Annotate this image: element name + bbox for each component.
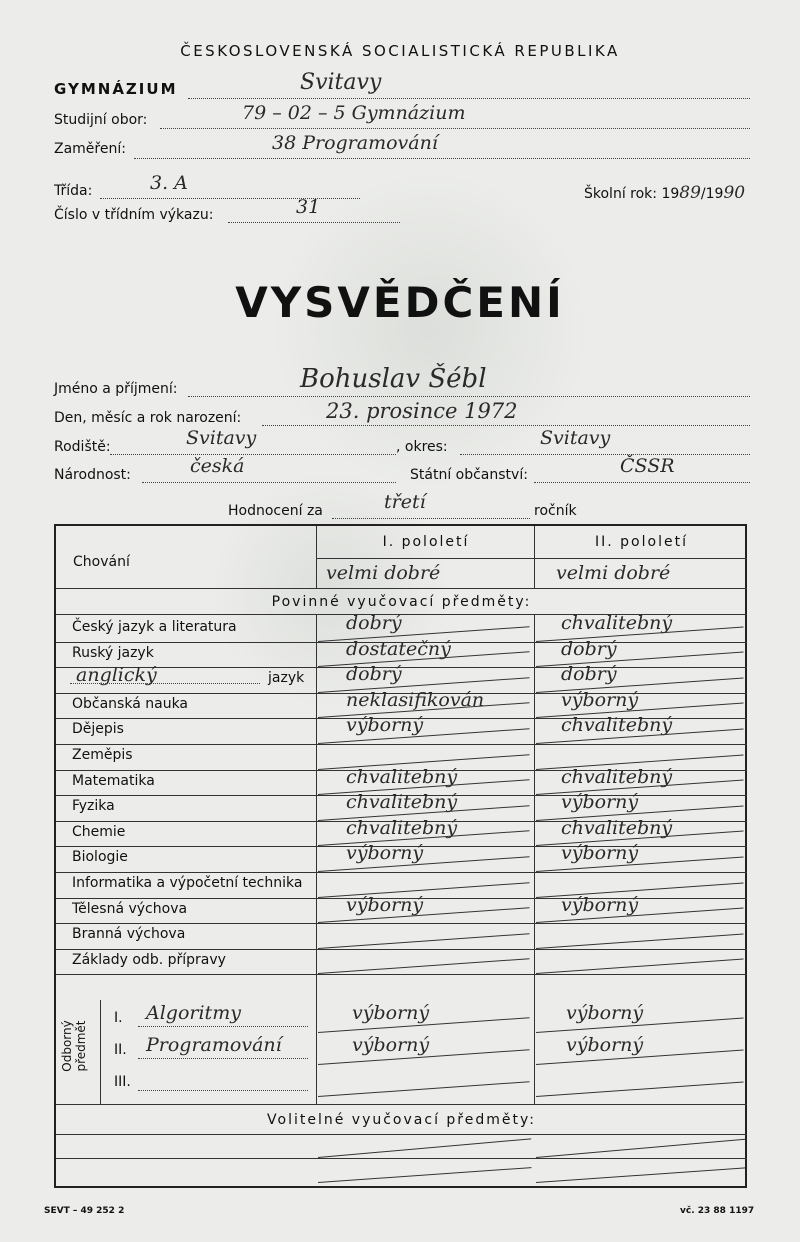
skolni-rok-from: 89 bbox=[679, 183, 701, 203]
odborny-name: Programování bbox=[146, 1034, 282, 1056]
grade-strike-line bbox=[318, 1081, 530, 1097]
obcanstvi-value: ČSSR bbox=[620, 455, 675, 477]
row-line bbox=[56, 974, 747, 975]
odborny-num: I. bbox=[114, 1010, 123, 1026]
grade-strike-line bbox=[318, 933, 530, 949]
subject-name: Fyzika bbox=[72, 798, 115, 815]
subject-name: jazyk bbox=[268, 670, 305, 687]
grade-sem1: chvalitebný bbox=[346, 816, 458, 839]
hodnoceni-label: Hodnocení za bbox=[228, 503, 323, 519]
subject-name: Informatika a výpočetní technika bbox=[72, 875, 303, 891]
subject-name: Biologie bbox=[72, 849, 128, 866]
zamereni-value: 38 Programování bbox=[272, 132, 438, 154]
odborny-label-1: Odborný bbox=[60, 1020, 74, 1072]
odborny-row bbox=[56, 1002, 747, 1034]
subject-name: Dějepis bbox=[72, 721, 124, 738]
grade-strike-line bbox=[536, 1081, 744, 1097]
skolni-rok-prefix: Školní rok: 19 bbox=[584, 186, 680, 202]
volitelne-line-1 bbox=[56, 1134, 747, 1135]
cislo-label: Číslo v třídním výkazu: bbox=[54, 207, 214, 223]
volitelne-dash-sem1 bbox=[318, 1138, 531, 1158]
sem1-header: I. pololetí bbox=[382, 534, 470, 550]
table-row bbox=[56, 842, 747, 872]
gymnazium-label: GYMNÁZIUM bbox=[54, 80, 178, 98]
skolni-rok-label bbox=[584, 183, 745, 203]
grade-sem2: chvalitebný bbox=[561, 714, 673, 737]
grade-sem1: dobrý bbox=[346, 612, 402, 634]
footer-right: vč. 23 88 1197 bbox=[680, 1206, 755, 1216]
subject-name: Základy odb. přípravy bbox=[72, 951, 226, 968]
okres-value: Svitavy bbox=[540, 427, 611, 449]
okres-label: , okres: bbox=[396, 439, 448, 455]
grade-sem1: dobrý bbox=[346, 663, 402, 686]
grade-sem2: výborný bbox=[566, 1002, 644, 1024]
grade-sem2: výborný bbox=[566, 1034, 644, 1056]
grade-strike-line bbox=[318, 959, 530, 975]
table-row bbox=[56, 923, 747, 949]
grade-sem1: výborný bbox=[346, 842, 424, 865]
trida-dotline bbox=[100, 198, 360, 199]
odborny-dotline bbox=[138, 1090, 308, 1091]
cislo-value: 31 bbox=[296, 196, 321, 218]
trida-value: 3. A bbox=[150, 172, 188, 194]
narozeni-label: Den, měsíc a rok narození: bbox=[54, 410, 242, 426]
grade-sem1: neklasifikován bbox=[346, 688, 485, 711]
subject-name: Ruský jazyk bbox=[72, 644, 154, 661]
grade-sem2: dobrý bbox=[561, 663, 617, 686]
subject-name: Branná výchova bbox=[72, 926, 186, 943]
grade-sem2: chvalitebný bbox=[561, 612, 673, 634]
rodiste-value: Svitavy bbox=[186, 427, 257, 449]
odborny-label-2: předmět bbox=[74, 1020, 88, 1072]
trida-label: Třída: bbox=[54, 183, 93, 199]
gymnazium-dotline bbox=[188, 98, 750, 99]
gymnazium-value: Svitavy bbox=[300, 70, 382, 95]
odborny-num: III. bbox=[114, 1074, 131, 1090]
chovani-bottom-line bbox=[56, 588, 747, 589]
grade-sem1: výborný bbox=[346, 714, 424, 737]
subject-name: Chemie bbox=[72, 823, 126, 840]
republic-heading: ČESKOSLOVENSKÁ SOCIALISTICKÁ REPUBLIKA bbox=[180, 42, 620, 60]
document-title: VYSVĚDČENÍ bbox=[235, 278, 565, 327]
subject-name: Matematika bbox=[72, 772, 155, 789]
volitelne-dash-sem2-b bbox=[536, 1167, 746, 1183]
obcanstvi-label: Státní občanství: bbox=[410, 467, 528, 483]
semester-header-line bbox=[316, 558, 747, 559]
table-row bbox=[56, 714, 747, 744]
grade-sem2: výborný bbox=[561, 842, 639, 865]
table-row bbox=[56, 893, 747, 924]
zamereni-dotline bbox=[134, 158, 750, 159]
obor-value: 79 – 02 – 5 Gymnázium bbox=[242, 102, 466, 124]
odborny-row bbox=[56, 1066, 747, 1098]
hodnoceni-value: třetí bbox=[384, 491, 426, 513]
grade-sem1: dostatečný bbox=[346, 637, 451, 660]
chovani-sem2: velmi dobré bbox=[556, 562, 671, 584]
narodnost-value: česká bbox=[190, 455, 245, 477]
odborny-num: II. bbox=[114, 1042, 127, 1058]
col-divider-sem2-top bbox=[534, 526, 535, 588]
grade-sem2: výborný bbox=[561, 688, 639, 711]
footer-left: SEVT – 49 252 2 bbox=[44, 1206, 125, 1216]
volitelne-line-2 bbox=[56, 1158, 747, 1159]
volitelne-dash-sem2 bbox=[536, 1139, 745, 1158]
narozeni-value: 23. prosince 1972 bbox=[326, 399, 518, 423]
grade-sem1: výborný bbox=[346, 893, 424, 916]
grade-sem1: chvalitebný bbox=[346, 765, 458, 788]
zamereni-label: Zaměření: bbox=[54, 141, 126, 157]
obor-dotline bbox=[160, 128, 750, 129]
grade-strike-line bbox=[536, 959, 744, 975]
subject-name: Tělesná výchova bbox=[72, 900, 188, 917]
okres-dotline bbox=[460, 454, 750, 455]
grade-sem2: chvalitebný bbox=[561, 816, 673, 839]
grade-sem1: výborný bbox=[352, 1034, 430, 1056]
odborne-bottom-line bbox=[56, 1104, 747, 1105]
grade-table bbox=[54, 524, 747, 1188]
povinne-header: Povinné vyučovací předměty: bbox=[271, 594, 532, 610]
grade-sem1: výborný bbox=[352, 1002, 430, 1024]
odborny-dotline bbox=[138, 1058, 308, 1059]
grade-sem2: výborný bbox=[561, 893, 639, 916]
obcanstvi-dotline bbox=[534, 482, 750, 483]
jmeno-value: Bohuslav Šébl bbox=[300, 364, 487, 394]
narodnost-label: Národnost: bbox=[54, 467, 131, 483]
subject-prefix: anglický bbox=[76, 664, 157, 687]
chovani-sem1: velmi dobré bbox=[326, 562, 441, 584]
volitelne-header: Volitelné vyučovací předměty: bbox=[267, 1112, 536, 1128]
rodiste-label: Rodiště: bbox=[54, 439, 111, 455]
rocnik-label: ročník bbox=[534, 503, 577, 519]
grade-sem2: dobrý bbox=[561, 637, 617, 660]
jmeno-dotline bbox=[188, 396, 750, 397]
odborny-dotline bbox=[138, 1026, 308, 1027]
subject-name: Zeměpis bbox=[72, 747, 133, 763]
sem2-header: II. pololetí bbox=[595, 534, 688, 550]
subject-name: Český jazyk a literatura bbox=[72, 619, 237, 635]
grade-sem2: chvalitebný bbox=[561, 765, 673, 788]
col-divider-sem1-top bbox=[316, 526, 317, 588]
grade-strike-line bbox=[536, 933, 744, 949]
grade-sem1: chvalitebný bbox=[346, 791, 458, 814]
table-row bbox=[56, 949, 747, 975]
subject-prefix-dotline bbox=[70, 683, 260, 684]
odborny-name: Algoritmy bbox=[146, 1002, 241, 1024]
obor-label: Studijní obor: bbox=[54, 112, 148, 128]
skolni-rok-to: 90 bbox=[723, 183, 746, 203]
subject-name: Občanská nauka bbox=[72, 695, 189, 712]
volitelne-dash-sem1-b bbox=[318, 1167, 532, 1183]
odborny-row bbox=[56, 1034, 747, 1066]
grade-sem2: výborný bbox=[561, 791, 639, 814]
cislo-dotline bbox=[228, 222, 400, 223]
chovani-label: Chování bbox=[73, 554, 130, 570]
skolni-rok-sep: /19 bbox=[700, 186, 724, 202]
narozeni-dotline bbox=[262, 425, 750, 426]
narodnost-dotline bbox=[142, 482, 396, 483]
hodnoceni-dotline bbox=[332, 518, 530, 519]
jmeno-label: Jméno a příjmení: bbox=[54, 381, 178, 397]
rodiste-dotline bbox=[110, 454, 396, 455]
